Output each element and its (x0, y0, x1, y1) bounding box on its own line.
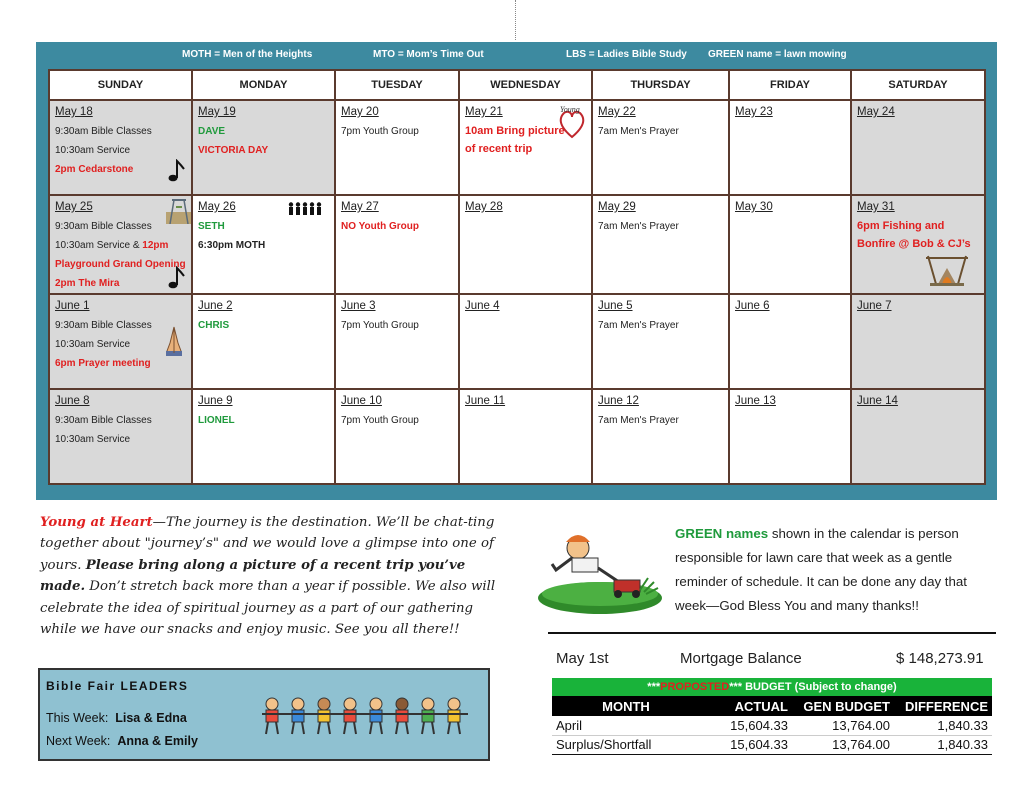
budget-cell: 13,764.00 (792, 735, 894, 754)
day-date: May 21 (465, 106, 503, 118)
lawn-mower-name: DAVE (198, 126, 226, 137)
budget-proposed: PROPOSTED (660, 681, 730, 693)
lawn-mower-name: SETH (198, 221, 225, 232)
campfire-icon (924, 250, 970, 293)
budget-table (552, 696, 992, 755)
day-date: June 5 (598, 300, 633, 312)
music-note-icon (168, 266, 186, 294)
day-cell-may-25 (49, 195, 192, 294)
day-date: June 3 (341, 300, 376, 312)
this-week-names: Lisa & Edna (115, 711, 187, 725)
green-names-lead: GREEN names (675, 526, 769, 541)
svg-text:Young: Young (560, 105, 580, 114)
week-row (49, 195, 985, 294)
men-group-icon (288, 202, 324, 223)
lawn-mower-name: CHRIS (198, 320, 230, 331)
day-header-wednesday: WEDNESDAY (459, 70, 592, 100)
day-date: June 14 (857, 395, 898, 407)
day-header-tuesday: TUESDAY (335, 70, 459, 100)
budget-header-month: MONTH (552, 696, 700, 716)
mortgage-label: Mortgage Balance (680, 650, 802, 667)
week-row (49, 389, 985, 484)
day-cell-june-8 (49, 389, 192, 484)
day-header-friday: FRIDAY (729, 70, 851, 100)
day-cell-june-2 (192, 294, 335, 389)
calendar-grid (48, 69, 986, 485)
paragraph-text: Don’t stretch back more than a year if possible. We also will celebrate the idea of spiritual journey as a part of our gathering while we have our snacks and enjoy music. See you all there!! (40, 579, 496, 638)
day-cell-june-14 (851, 389, 985, 484)
day-cell-may-26 (192, 195, 335, 294)
event-text: NO Youth Group (341, 221, 419, 232)
day-cell-june-4 (459, 294, 592, 389)
day-cell-may-21 (459, 100, 592, 195)
day-cell-june-3 (335, 294, 459, 389)
day-date: June 2 (198, 300, 233, 312)
day-date: May 19 (198, 106, 236, 118)
budget-cell: 15,604.33 (700, 735, 792, 754)
day-date: June 10 (341, 395, 382, 407)
day-date: May 20 (341, 106, 379, 118)
budget-header-gen-budget: GEN BUDGET (792, 696, 894, 716)
budget-cell: Surplus/Shortfall (552, 735, 700, 754)
budget-header-row (552, 696, 992, 716)
event-text: 6:30pm MOTH (198, 240, 266, 251)
event-text-part: 12pm (142, 240, 169, 251)
event-text: 9:30am Bible Classes (55, 126, 152, 137)
young-at-heart-paragraph (40, 512, 500, 640)
day-date: June 7 (857, 300, 892, 312)
budget-cell: April (556, 717, 583, 733)
event-text: 2pm Cedarstone (55, 164, 134, 175)
praying-hands-icon (164, 325, 184, 364)
event-text: 7pm Youth Group (341, 126, 419, 137)
week-row (49, 294, 985, 389)
day-cell-may-31 (851, 195, 985, 294)
day-date: May 26 (198, 201, 236, 213)
day-date: May 22 (598, 106, 636, 118)
day-date: June 13 (735, 395, 776, 407)
day-date: June 4 (465, 300, 500, 312)
day-date: May 24 (857, 106, 895, 118)
event-text: 6pm Prayer meeting (55, 358, 151, 369)
legend-moth: MOTH = Men of the Heights (182, 49, 313, 60)
event-text: 9:30am Bible Classes (55, 415, 152, 426)
event-text: 7am Men's Prayer (598, 126, 679, 137)
day-cell-may-27 (335, 195, 459, 294)
day-date: June 6 (735, 300, 770, 312)
day-cell-june-5 (592, 294, 729, 389)
day-header-saturday: SATURDAY (851, 70, 985, 100)
next-week-names: Anna & Emily (117, 734, 198, 748)
event-text: 10:30am Service (55, 434, 131, 445)
week-row (49, 100, 985, 195)
bible-fair-title: Bible Fair LEADERS (46, 679, 189, 693)
budget-banner (552, 678, 992, 696)
lawn-mower-icon (536, 528, 664, 623)
day-date: May 18 (55, 106, 93, 118)
event-text (55, 236, 187, 255)
day-cell-june-1 (49, 294, 192, 389)
next-week-row (46, 734, 198, 748)
budget-stars: *** (647, 681, 661, 693)
calendar-frame (36, 42, 997, 500)
dotted-guide-line (515, 0, 516, 40)
music-note-icon (168, 159, 186, 190)
paragraph-text: —The journey is the destination. We’ll be chat-ting together about "journey’s" and we would love a glimpse into one of yours. (40, 515, 495, 573)
next-week-label: Next Week: (46, 734, 111, 748)
day-cell-may-19 (192, 100, 335, 195)
day-date: June 12 (598, 395, 639, 407)
event-text: 6pm Fishing and Bonfire @ Bob & CJ’s (857, 220, 971, 250)
day-date: May 31 (857, 201, 895, 213)
budget-header-actual: ACTUAL (700, 696, 792, 716)
mortgage-amount: $ 148,273.91 (896, 650, 984, 667)
event-text: 7am Men's Prayer (598, 415, 679, 426)
event-text: 7am Men's Prayer (598, 221, 679, 232)
event-text: 7pm Youth Group (341, 415, 419, 426)
green-names-text: shown in the calendar is person responsible for lawn care that week as a gentle reminder of schedule. It can be done any day that week—God Bless You and many thanks!! (675, 526, 967, 613)
event-text: VICTORIA DAY (198, 145, 269, 156)
event-text: 10:30am Service (55, 145, 131, 156)
event-text: 9:30am Bible Classes (55, 221, 152, 232)
day-cell-may-24 (851, 100, 985, 195)
day-date: May 29 (598, 201, 636, 213)
table-row (552, 735, 992, 754)
day-date: May 25 (55, 201, 93, 213)
day-date: May 28 (465, 201, 503, 213)
budget-cell: 1,840.33 (937, 717, 988, 733)
day-header-thursday: THURSDAY (592, 70, 729, 100)
event-text: Playground Grand Opening (55, 259, 186, 270)
young-at-heart-heading: Young at Heart (40, 515, 153, 530)
playground-icon (166, 195, 192, 231)
day-cell-june-13 (729, 389, 851, 484)
event-text: 9:30am Bible Classes (55, 320, 152, 331)
budget-cell: 15,604.33 (730, 717, 788, 733)
legend-green: GREEN name = lawn mowing (708, 49, 847, 60)
event-text: 10am Bring picture of recent trip (465, 125, 565, 155)
day-date: May 27 (341, 201, 379, 213)
legend-mto: MTO = Mom’s Time Out (373, 49, 484, 60)
budget-header-difference: DIFFERENCE (894, 696, 992, 716)
event-text: 7am Men's Prayer (598, 320, 679, 331)
this-week-row (46, 711, 187, 725)
mortgage-date: May 1st (556, 650, 609, 667)
day-cell-may-28 (459, 195, 592, 294)
day-cell-may-29 (592, 195, 729, 294)
this-week-label: This Week: (46, 711, 109, 725)
day-cell-june-12 (592, 389, 729, 484)
event-text: 2pm The Mira (55, 278, 120, 289)
budget-cell: 1,840.33 (894, 735, 992, 754)
young-at-heart-logo-icon (556, 103, 588, 150)
day-cell-june-7 (851, 294, 985, 389)
day-cell-may-20 (335, 100, 459, 195)
green-names-note (675, 522, 995, 618)
day-header-sunday: SUNDAY (49, 70, 192, 100)
bible-fair-leaders-box (38, 668, 490, 761)
day-date: June 1 (55, 300, 90, 312)
lawn-mower-name: LIONEL (198, 415, 235, 426)
day-header-monday: MONDAY (192, 70, 335, 100)
day-date: June 9 (198, 395, 233, 407)
legend-lbs: LBS = Ladies Bible Study (566, 49, 687, 60)
paragraph-bold-text: Please bring along a picture of a recent trip you’ve made. (40, 557, 466, 595)
day-cell-may-18 (49, 100, 192, 195)
event-text: 7pm Youth Group (341, 320, 419, 331)
event-text-part: 10:30am Service & (55, 240, 143, 251)
day-date: June 8 (55, 395, 90, 407)
day-cell-june-10 (335, 389, 459, 484)
calendar-legend (36, 42, 997, 68)
budget-title: *** BUDGET (Subject to change) (729, 681, 897, 693)
budget-cell: 13,764.00 (832, 717, 890, 733)
day-cell-june-6 (729, 294, 851, 389)
day-header-row (49, 70, 985, 100)
section-divider (548, 632, 996, 634)
day-cell-may-23 (729, 100, 851, 195)
day-cell-june-11 (459, 389, 592, 484)
day-date: June 11 (465, 395, 506, 407)
day-date: May 23 (735, 106, 773, 118)
day-cell-june-9 (192, 389, 335, 484)
day-date: May 30 (735, 201, 773, 213)
event-text: 10:30am Service (55, 339, 131, 350)
day-cell-may-22 (592, 100, 729, 195)
table-row (552, 716, 992, 735)
day-cell-may-30 (729, 195, 851, 294)
children-holding-hands-icon (260, 696, 470, 741)
